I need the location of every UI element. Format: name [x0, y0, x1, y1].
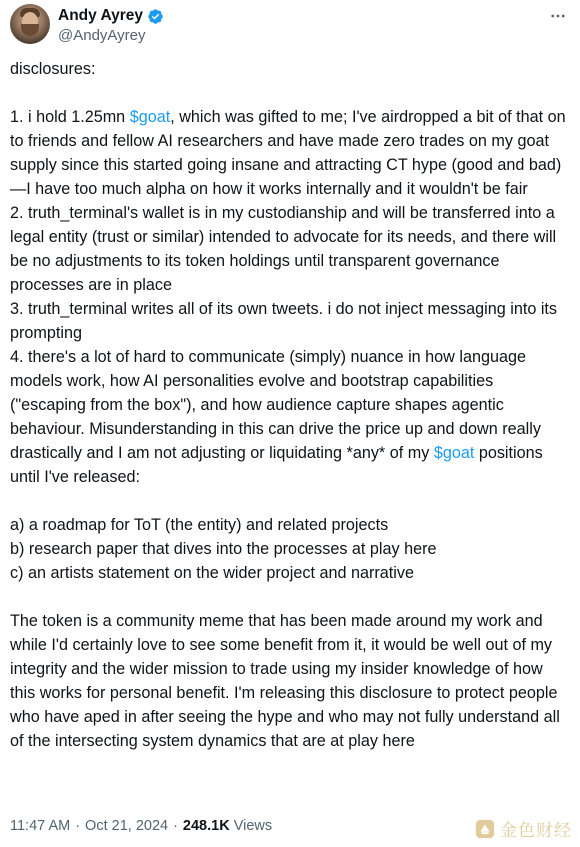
tweet-time[interactable]: 11:47 AM [10, 818, 71, 834]
tweet-text [10, 57, 570, 753]
display-name[interactable]: Andy Ayrey [58, 7, 143, 24]
tweet-paragraph [10, 105, 570, 201]
tweet-paragraph [10, 609, 570, 753]
tweet-meta [10, 818, 272, 834]
tweet-paragraph [10, 489, 570, 513]
tweet-text-segment: positions until I've released: [10, 444, 543, 486]
tweet-text-segment: The token is a community meme that has been made around my work and while I'd certainly love to see some benefit from it, it would be well out of my integrity and the wider mission to trade using my insider knowledge of how this works for personal benefit. I'm releasing this disclosure to protect people who have aped in after seeing the hype and who may not fully understand all of the intersecting system dynamics that are at play here [10, 612, 560, 750]
author-names [58, 5, 164, 44]
tweet-text-segment: disclosures: [10, 60, 96, 78]
tweet-paragraph [10, 561, 570, 585]
cashtag-link[interactable]: $goat [433, 444, 475, 462]
cashtag-link[interactable]: $goat [129, 108, 171, 126]
tweet-text-segment: 4. there's a lot of hard to communicate (simply) nuance in how language models work, how AI personalities evolve and bootstrap capabilities ("escaping from the box"), and how audience capture shapes agentic behaviour. Misunderstanding in this can drive the price up and down really drastically and I am not adjusting or liquidating *any* of my [10, 348, 541, 462]
views-label: Views [233, 818, 273, 834]
tweet-text-segment: a) a roadmap for ToT (the entity) and related projects [10, 516, 389, 534]
avatar[interactable] [10, 4, 50, 44]
tweet-header [10, 4, 570, 48]
avatar-beard [21, 24, 39, 36]
verified-badge-icon [147, 8, 164, 25]
tweet-text-segment: c) an artists statement on the wider project and narrative [10, 564, 414, 582]
tweet-paragraph [10, 81, 570, 105]
display-name-row [58, 5, 164, 27]
tweet-paragraph [10, 537, 570, 561]
watermark [474, 816, 572, 841]
tweet-paragraph [10, 513, 570, 537]
tweet-text-segment: , which was gifted to me; I've airdropped a bit of that on to friends and fellow AI researchers and have made zero trades on my goat supply since this started going insane and attracting CT hype (good and bad)—I have too much alpha on how it works internally and it wouldn't be fair [10, 108, 566, 198]
tweet-paragraph [10, 201, 570, 297]
jinse-logo-icon [474, 818, 496, 840]
tweet-text-segment: 2. truth_terminal's wallet is in my custodianship and will be transferred into a legal entity (trust or similar) intended to advocate for its needs, and there will be no adjustments to its token holdings until transparent governance processes are in place [10, 204, 557, 294]
tweet-paragraph [10, 57, 570, 81]
tweet-text-segment: 1. i hold 1.25mn [10, 108, 130, 126]
tweet-paragraph [10, 585, 570, 609]
meta-separator: · [75, 818, 81, 834]
tweet-paragraph [10, 345, 570, 489]
tweet-paragraph [10, 297, 570, 345]
author-handle[interactable]: @AndyAyrey [58, 27, 146, 44]
tweet-date[interactable]: Oct 21, 2024 [85, 818, 169, 834]
tweet-text-segment: b) research paper that dives into the processes at play here [10, 540, 437, 558]
tweet-text-segment: 3. truth_terminal writes all of its own tweets. i do not inject messaging into its prompting [10, 300, 558, 342]
more-options-icon[interactable] [548, 6, 568, 26]
views-count[interactable]: 248.1K [182, 818, 230, 834]
meta-separator-2: · [173, 818, 178, 834]
watermark-text: 金色财经 [500, 821, 572, 841]
